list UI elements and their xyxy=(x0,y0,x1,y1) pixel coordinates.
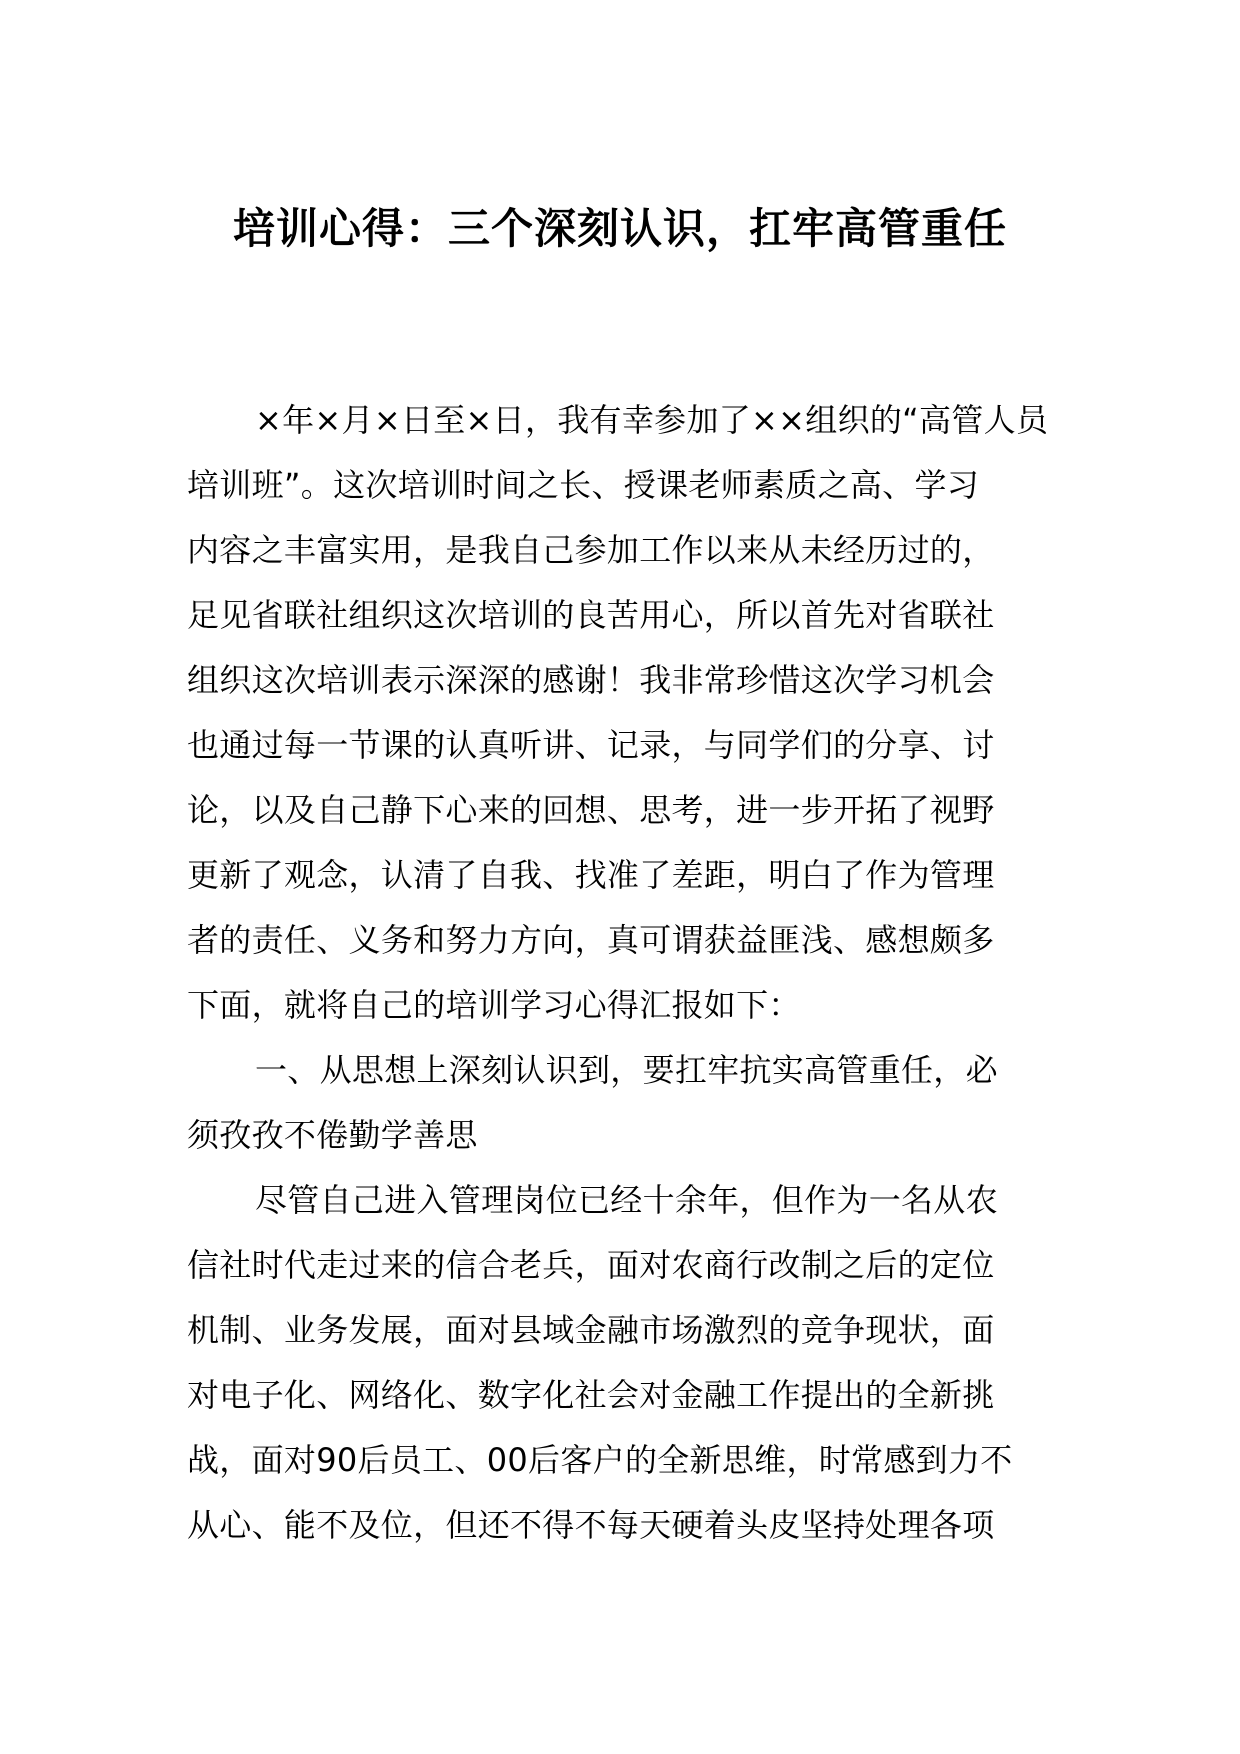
paragraph-line: 内容之丰富实用，是我自己参加工作以来从未经历过的， xyxy=(187,531,995,569)
paragraph-line: 从心、能不及位，但还不得不每天硬着头皮坚持处理各项 xyxy=(187,1506,995,1544)
paragraph-line: 也通过每一节课的认真听讲、记录，与同学们的分享、讨 xyxy=(187,726,995,764)
paragraph-line: 组织这次培训表示深深的感谢！我非常珍惜这次学习机会 xyxy=(187,661,995,699)
paragraph-line: 机制、业务发展，面对县域金融市场激烈的竞争现状，面 xyxy=(187,1311,995,1349)
paragraph-line: ×年×月×日至×日，我有幸参加了××组织的“高管人员 xyxy=(255,401,1049,439)
paragraph-line: 信社时代走过来的信合老兵，面对农商行改制之后的定位 xyxy=(187,1246,995,1284)
document-body xyxy=(187,388,1047,1558)
section-heading-line: 一、从思想上深刻认识到，要扛牢抗实高管重任，必 xyxy=(255,1051,998,1089)
document-title: 培训心得：三个深刻认识，扛牢高管重任 xyxy=(232,204,1007,253)
paragraph-line: 战，面对90后员工、00后客户的全新思维，时常感到力不 xyxy=(187,1441,1013,1479)
paragraph-line: 对电子化、网络化、数字化社会对金融工作提出的全新挑 xyxy=(187,1376,995,1414)
paragraph-line: 论，以及自己静下心来的回想、思考，进一步开拓了视野 xyxy=(187,791,995,829)
paragraph-line: 培训班”。这次培训时间之长、授课老师素质之高、学习 xyxy=(187,466,980,504)
paragraph-line: 者的责任、义务和努力方向，真可谓获益匪浅、感想颇多 xyxy=(187,921,995,959)
paragraph-line: 下面，就将自己的培训学习心得汇报如下： xyxy=(187,986,801,1024)
paragraph-line: 尽管自己进入管理岗位已经十余年，但作为一名从农 xyxy=(255,1181,998,1219)
section-heading-line: 须孜孜不倦勤学善思 xyxy=(187,1116,478,1154)
paragraph-line: 更新了观念，认清了自我、找准了差距，明白了作为管理 xyxy=(187,856,995,894)
paragraph-line: 足见省联社组织这次培训的良苦用心，所以首先对省联社 xyxy=(187,596,995,634)
